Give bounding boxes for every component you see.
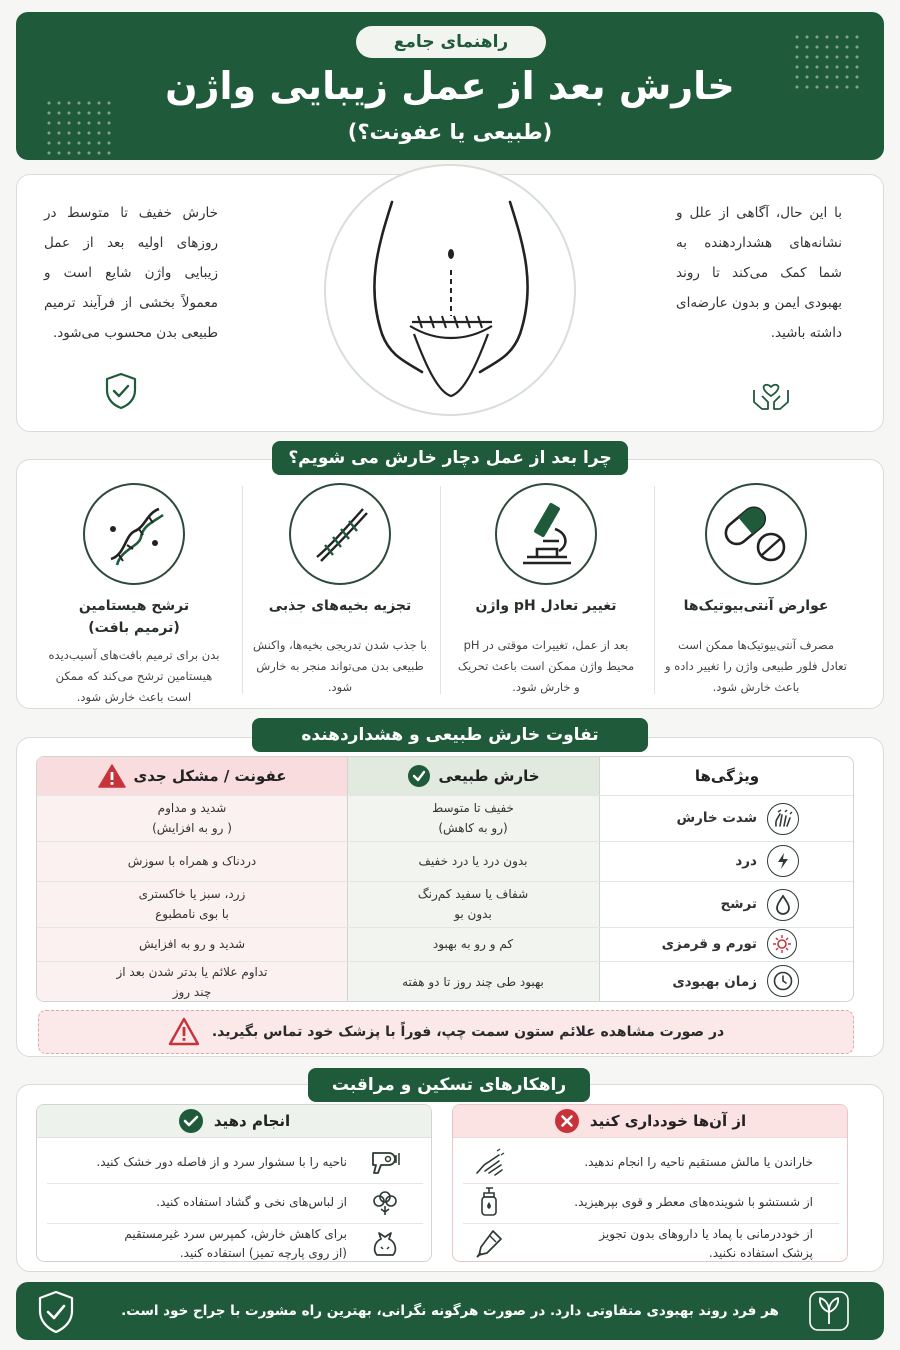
soap-bottle-icon xyxy=(473,1185,505,1217)
warning-text: در صورت مشاهده علائم ستون سمت چپ، فوراً با پزشک خود تماس بگیرید. xyxy=(211,1024,725,1040)
normal-cell: بهبود طی چند روز تا دو هفته xyxy=(402,975,544,989)
lightning-icon xyxy=(767,845,799,877)
infection-cell: دردناک و همراه با سوزش xyxy=(127,854,257,868)
comparison-heading: تفاوت خارش طبیعی و هشداردهنده xyxy=(252,718,648,752)
cause-title-sub: (ترمیم بافت) xyxy=(88,620,180,636)
microscope-icon xyxy=(495,483,597,585)
feature-label: ترشح xyxy=(720,896,757,912)
do-panel-header xyxy=(37,1105,431,1137)
dna-icon xyxy=(83,483,185,585)
dont-panel xyxy=(452,1104,848,1262)
cause-desc: بعد از عمل، تغییرات موقتی در pH محیط واژن ممکن است باعث تحریک و خارش شود. xyxy=(457,638,635,694)
cotton-icon xyxy=(369,1185,401,1217)
col-normal-header xyxy=(347,757,599,795)
hands-heart-icon xyxy=(750,372,792,412)
col-feature-label: ویژگی‌ها xyxy=(694,767,760,785)
cause-title-main: ترشح هیستامین xyxy=(78,598,190,614)
feature-label: تورم و قرمزی xyxy=(661,936,757,952)
dont-title: از آن‌ها خودداری کنید xyxy=(589,1112,747,1130)
feature-label: زمان بهبودی xyxy=(672,974,757,990)
dont-item-text: خاراندن یا مالش مستقیم ناحیه را انجام ندهید. xyxy=(584,1155,813,1169)
infection-cell: شدید و مداوم ( رو به افزایش) xyxy=(152,801,232,835)
do-panel xyxy=(36,1104,432,1262)
normal-cell: بدون درد یا درد خفیف xyxy=(418,854,528,868)
warning-icon xyxy=(168,1017,200,1047)
divider xyxy=(37,1137,432,1138)
cause-title: عوارض آنتی‌بیوتیک‌ها xyxy=(683,598,829,614)
dont-item-text: از خوددرمانی با پماد یا داروهای بدون تجویز پزشک استفاده نکنید. xyxy=(599,1227,813,1260)
do-title: انجام دهید xyxy=(213,1112,291,1130)
scratch-hand-icon xyxy=(473,1147,505,1179)
shield-check-icon xyxy=(36,1290,76,1334)
do-item-text: ناحیه را با سشوار سرد و از فاصله دور خشک کنید. xyxy=(96,1155,347,1169)
col-feature-header xyxy=(599,757,854,795)
cause-title xyxy=(28,595,240,639)
intro-right-text: با این حال، آگاهی از علل و نشانه‌های هشداردهنده به شما کمک می‌کند تا روند بهبودی ایمن و بدون عارضه‌ای داشته باشید. xyxy=(676,205,842,341)
infection-cell: تداوم علائم یا بدتر شدن بعد از چند روز xyxy=(116,965,268,999)
dont-item xyxy=(453,1183,847,1223)
cause-item-histamine xyxy=(28,459,240,709)
scratch-hand-icon xyxy=(767,803,799,835)
normal-cell: کم و رو به بهبود xyxy=(432,937,514,951)
anatomy-illustration xyxy=(324,164,576,416)
footer-text: هر فرد روند بهبودی متفاوتی دارد. در صورت هرگونه نگرانی، بهترین راه مشورت با جراح خود است. xyxy=(121,1303,779,1319)
normal-cell: شفاف یا سفید کم‌رنگ بدون بو xyxy=(417,887,529,921)
divider xyxy=(453,1137,848,1138)
dont-item-text: از شستشو با شوینده‌های معطر و قوی بپرهیزید. xyxy=(574,1195,813,1209)
cause-item-ph xyxy=(440,459,652,709)
drop-icon xyxy=(767,889,799,921)
page-title: خارش بعد از عمل زیبایی واژن xyxy=(165,64,735,108)
do-item xyxy=(37,1223,431,1262)
care-heading: راهکارهای تسکین و مراقبت xyxy=(308,1068,590,1102)
dont-item xyxy=(453,1223,847,1262)
col-infection-header xyxy=(37,757,347,795)
do-item-text: از لباس‌های نخی و گشاد استفاده کنید. xyxy=(156,1195,347,1209)
ointment-tube-icon xyxy=(473,1227,505,1259)
sun-icon xyxy=(767,929,797,959)
intro-left-text: خارش خفیف تا متوسط در روزهای اولیه بعد از عمل زیبایی واژن شایع است و معمولاً بخشی از فرآیند ترمیم طبیعی بدن محسوب می‌شود. xyxy=(44,205,218,341)
causes-heading: چرا بعد از عمل دچار خارش می شویم؟ xyxy=(272,441,628,475)
do-item xyxy=(37,1183,431,1223)
check-circle-icon xyxy=(407,764,431,788)
do-item xyxy=(37,1143,431,1183)
comparison-table xyxy=(36,756,854,1002)
warning-callout xyxy=(38,1010,854,1054)
cause-desc: با جذب شدن تدریجی بخیه‌ها، واکنش طبیعی بدن می‌تواند منجر به خارش شود. xyxy=(253,638,427,694)
cause-desc: بدن برای ترمیم بافت‌های آسیب‌دیده هیستامین ترشح می‌کند که ممکن است باعث خارش شود. xyxy=(48,648,220,704)
col-normal-label: خارش طبیعی xyxy=(438,767,540,785)
feature-label: شدت خارش xyxy=(676,810,757,826)
col-infection-label: عفونت / مشکل جدی xyxy=(133,767,287,785)
clock-icon xyxy=(767,965,799,997)
infection-cell: زرد، سبز یا خاکستری با بوی نامطبوع xyxy=(138,887,246,921)
hair-dryer-icon xyxy=(369,1145,401,1177)
cause-title: تجزیه بخیه‌های جذبی xyxy=(268,598,412,614)
pills-icon xyxy=(705,483,807,585)
infection-cell: شدید و رو به افزایش xyxy=(138,937,246,951)
page-subtitle: (طبیعی یا عفونت؟) xyxy=(347,120,553,144)
dont-item xyxy=(453,1143,847,1183)
leaf-icon xyxy=(808,1290,850,1332)
x-circle-icon xyxy=(554,1108,580,1134)
suture-icon xyxy=(289,483,391,585)
guide-badge: راهنمای جامع xyxy=(356,26,546,58)
shield-check-icon xyxy=(104,372,138,410)
cause-item-antibiotics xyxy=(650,459,862,709)
cause-title: تغییر تعادل pH واژن xyxy=(475,598,617,614)
dont-panel-header xyxy=(453,1105,847,1137)
normal-cell: خفیف تا متوسط (رو به کاهش) xyxy=(432,801,514,835)
cold-compress-icon xyxy=(369,1227,401,1259)
footer-banner xyxy=(16,1282,884,1340)
check-circle-icon xyxy=(178,1108,204,1134)
warning-icon xyxy=(98,763,126,789)
cause-item-sutures xyxy=(234,459,446,709)
cause-desc: مصرف آنتی‌بیوتیک‌ها ممکن است تعادل فلور طبیعی واژن را تغییر داده و باعث خارش شود. xyxy=(665,638,847,694)
do-item-text: برای کاهش خارش، کمپرس سرد غیرمستقیم (از روی پارچه تمیز) استفاده کنید. xyxy=(124,1227,347,1260)
feature-label: درد xyxy=(735,853,757,869)
